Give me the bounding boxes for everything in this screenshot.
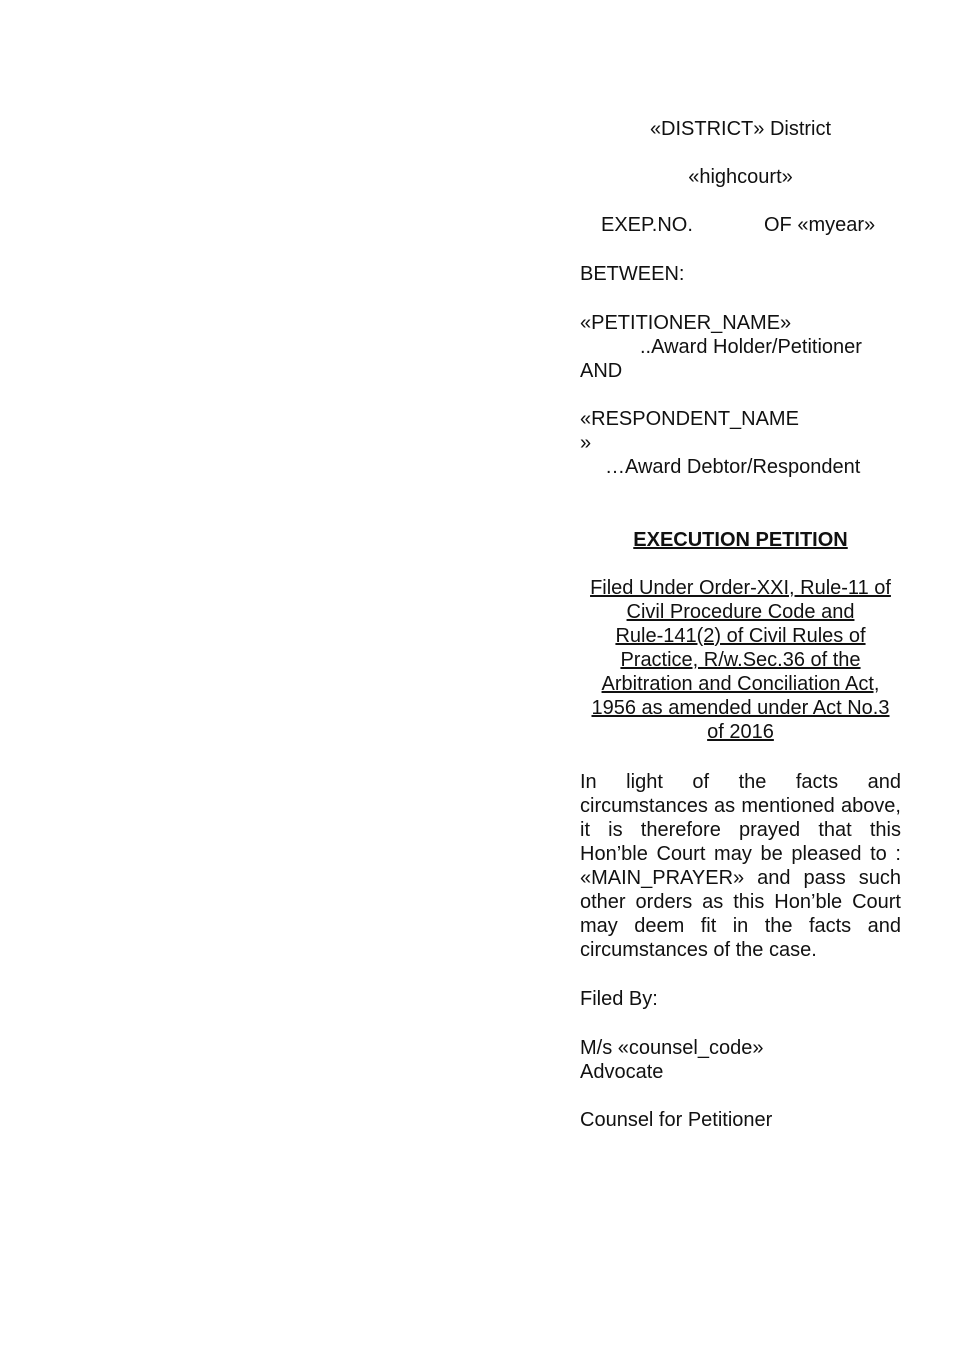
respondent-role: …Award Debtor/Respondent (605, 456, 861, 478)
district-heading: «DISTRICT» District (649, 118, 832, 140)
subtitle-line: Civil Procedure Code and (626, 601, 855, 623)
and-label: AND (580, 360, 623, 382)
respondent-name: «RESPONDENT_NAME (580, 408, 799, 430)
subtitle-line: Practice, R/w.Sec.36 of the (620, 649, 861, 671)
petitioner-role: ..Award Holder/Petitioner (640, 336, 862, 358)
filed-by-label: Filed By: (580, 988, 658, 1010)
exep-year-label: OF «myear» (764, 214, 876, 236)
subtitle (580, 576, 901, 744)
subtitle-line: of 2016 (707, 721, 774, 743)
prayer-paragraph: In light of the facts and circumstances as mentioned above, it is therefore prayed that this Hon’ble Court may be pleased to : «MAIN_PRAYER» and pass such other orders as this Hon’ble Court may deem fit in the facts and circumstances of the case. (580, 771, 901, 961)
subtitle-line: Filed Under Order-XXI, Rule-11 of (590, 577, 891, 599)
subtitle-line: Arbitration and Conciliation Act, (601, 673, 880, 695)
respondent-name-end: » (580, 432, 592, 454)
between-label: BETWEEN: (580, 263, 685, 285)
advocate-label: Advocate (580, 1061, 664, 1083)
petitioner-name: «PETITIONER_NAME» (580, 312, 792, 334)
subtitle-line: 1956 as amended under Act No.3 (591, 697, 890, 719)
counsel-name: M/s «counsel_code» (580, 1037, 764, 1059)
counsel-for-label: Counsel for Petitioner (580, 1109, 773, 1131)
subtitle-line: Rule-141(2) of Civil Rules of (615, 625, 866, 647)
court-heading: «highcourt» (688, 166, 793, 188)
exep-number-label: EXEP.NO. (601, 214, 693, 236)
document-title: EXECUTION PETITION (633, 529, 848, 551)
